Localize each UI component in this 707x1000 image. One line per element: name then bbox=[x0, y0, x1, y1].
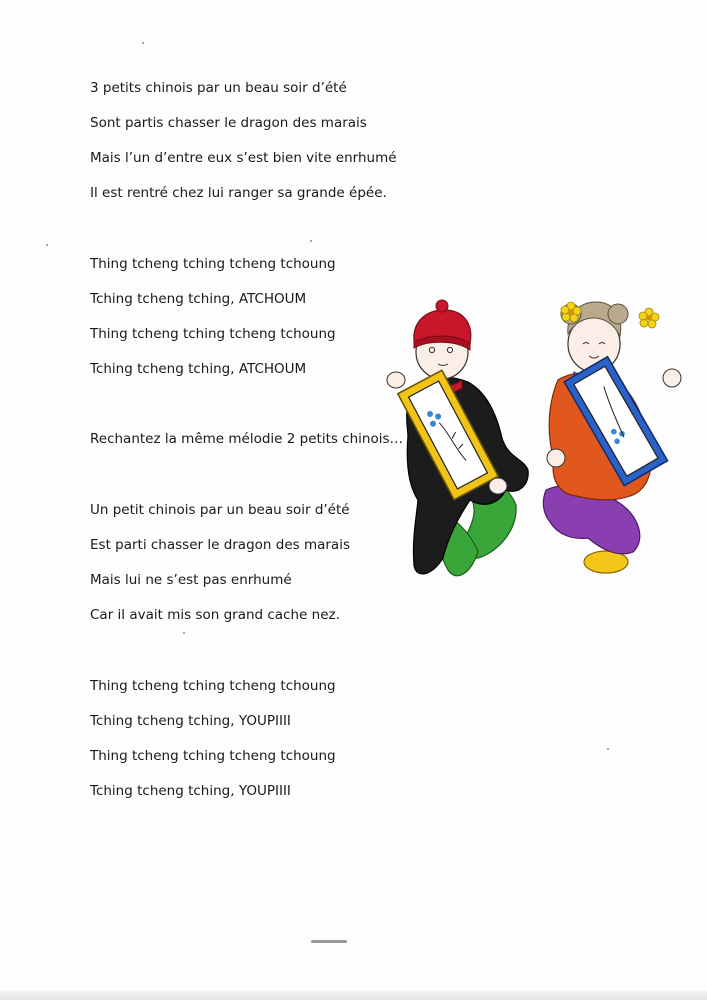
refrain-2-line-1: Thing tcheng tching tcheng tchoung bbox=[90, 678, 336, 694]
scan-speck bbox=[607, 748, 609, 750]
instruction-line: Rechantez la même mélodie 2 petits chinois… bbox=[90, 431, 404, 447]
refrain-1-line-1: Thing tcheng tching tcheng tchoung bbox=[90, 256, 336, 272]
scan-speck bbox=[183, 632, 185, 634]
refrain-1-line-4: Tching tcheng tching, ATCHOUM bbox=[90, 361, 307, 377]
scan-bottom-edge bbox=[0, 991, 707, 1000]
scan-speck bbox=[46, 244, 48, 246]
refrain-2-line-3: Thing tcheng tching tcheng tchoung bbox=[90, 748, 336, 764]
refrain-2-line-4: Tching tcheng tching, YOUPIIII bbox=[90, 783, 291, 799]
stanza-1-line-4: Il est rentré chez lui ranger sa grande épée. bbox=[90, 185, 387, 201]
refrain-1-line-3: Thing tcheng tching tcheng tchoung bbox=[90, 326, 336, 342]
refrain-2-line-2: Tching tcheng tching, YOUPIIII bbox=[90, 713, 291, 729]
stanza-2-line-1: Un petit chinois par un beau soir d’été bbox=[90, 502, 350, 518]
stanza-1-line-3: Mais l’un d’entre eux s’est bien vite enrhumé bbox=[90, 150, 397, 166]
girl-figure bbox=[543, 302, 681, 573]
stanza-2-line-2: Est parti chasser le dragon des marais bbox=[90, 537, 350, 553]
stanza-1-line-1: 3 petits chinois par un beau soir d’été bbox=[90, 80, 347, 96]
scan-speck bbox=[310, 240, 312, 242]
stanza-2-line-4: Car il avait mis son grand cache nez. bbox=[90, 607, 340, 623]
stanza-2-line-3: Mais lui ne s’est pas enrhumé bbox=[90, 572, 292, 588]
boy-figure bbox=[387, 300, 528, 576]
scan-speck bbox=[142, 42, 144, 44]
two-chinese-children-drawing-icon bbox=[378, 290, 698, 595]
refrain-1-line-2: Tching tcheng tching, ATCHOUM bbox=[90, 291, 307, 307]
pen-stroke-mark bbox=[311, 940, 347, 943]
stanza-1-line-2: Sont partis chasser le dragon des marais bbox=[90, 115, 367, 131]
